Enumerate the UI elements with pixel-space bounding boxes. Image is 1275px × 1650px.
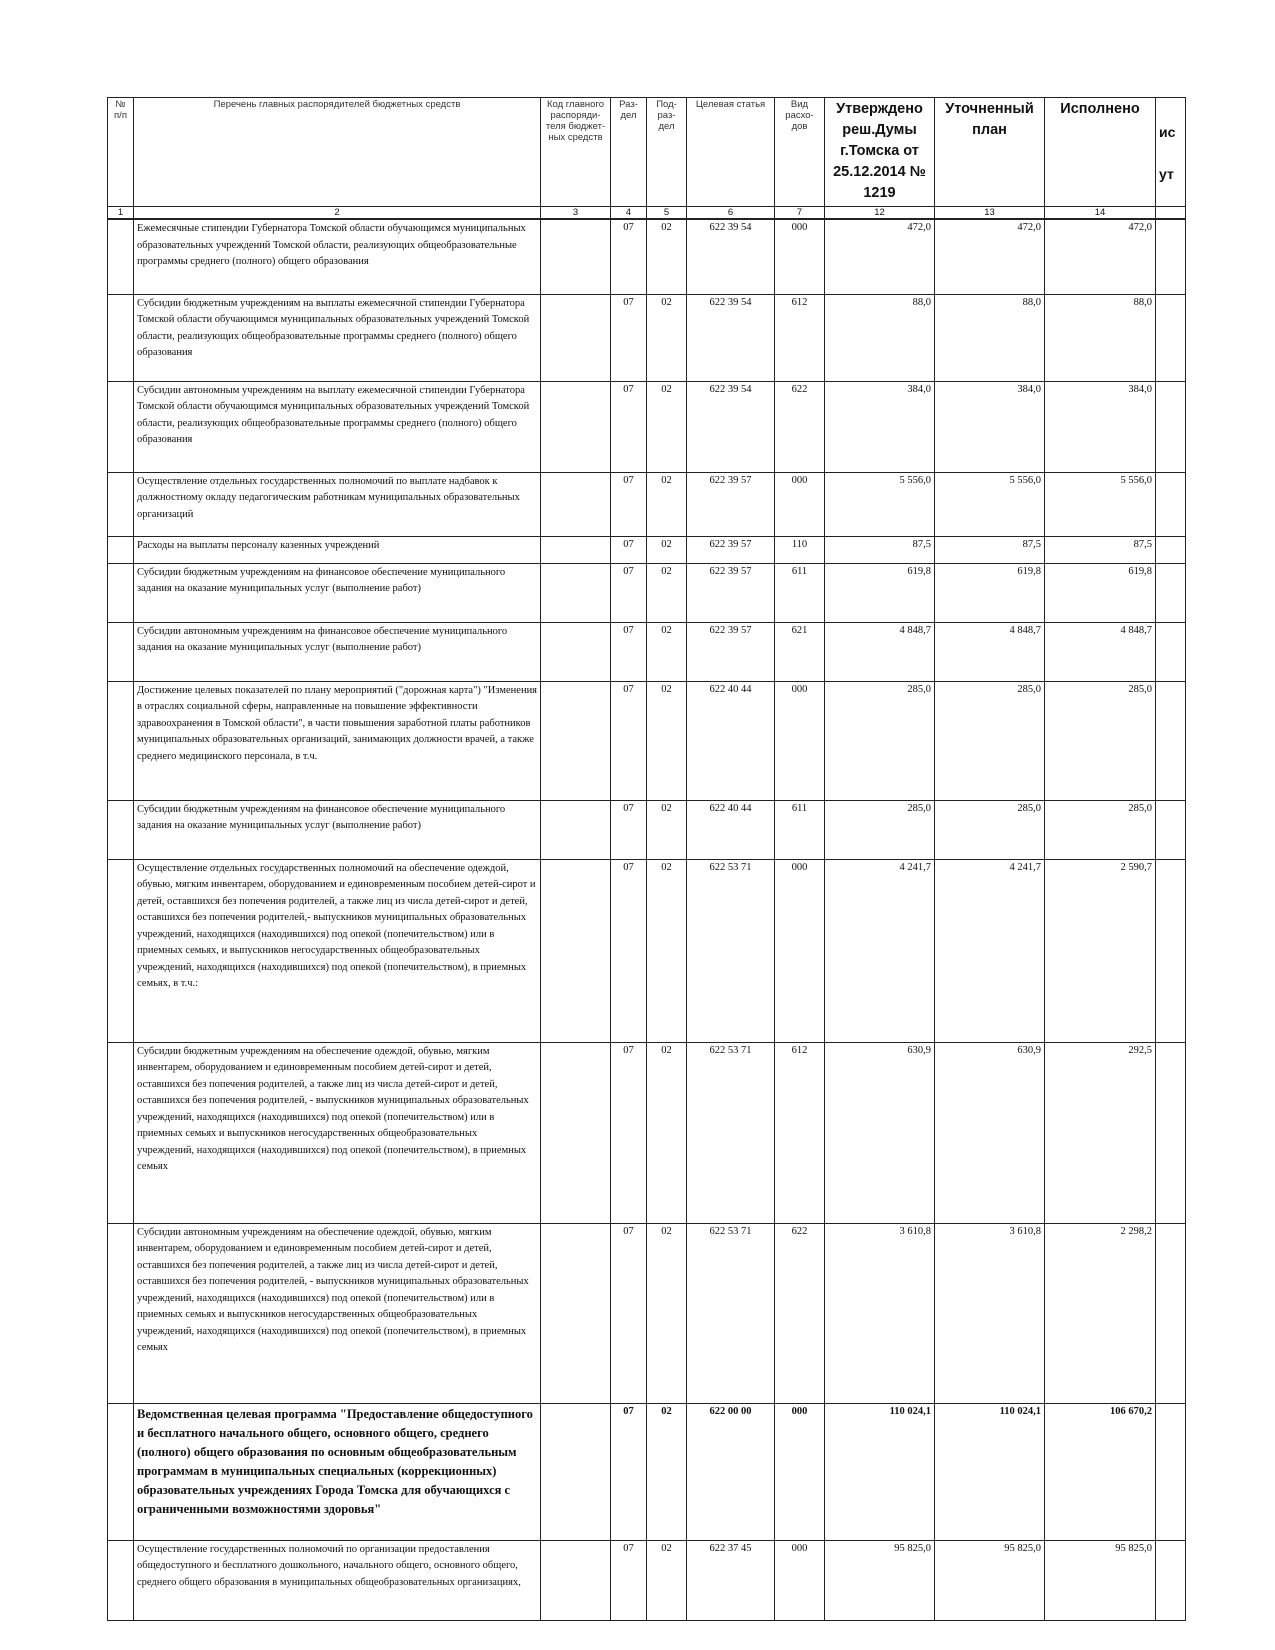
row-target: 622 53 71: [687, 859, 775, 1042]
row-cut-cell: [1156, 1042, 1186, 1223]
row-num-cell: [108, 622, 134, 681]
row-approved: 95 825,0: [825, 1540, 935, 1620]
row-target: 622 53 71: [687, 1042, 775, 1223]
row-executed: 292,5: [1045, 1042, 1156, 1223]
table-row: [108, 681, 1186, 800]
row-approved: 4 241,7: [825, 859, 935, 1042]
row-code-cell: [541, 1540, 611, 1620]
row-podrazdel: 02: [647, 536, 687, 563]
row-num-cell: [108, 681, 134, 800]
header-cut: [1156, 98, 1186, 207]
colnum-cell: 2: [134, 207, 541, 220]
row-refined: 95 825,0: [935, 1540, 1045, 1620]
row-executed: 5 556,0: [1045, 472, 1156, 536]
row-razdel: 07: [611, 1540, 647, 1620]
row-razdel: 07: [611, 859, 647, 1042]
budget-sheet: [107, 97, 1186, 1621]
row-target: 622 39 54: [687, 219, 775, 294]
row-target: 622 39 57: [687, 472, 775, 536]
row-cut-cell: [1156, 563, 1186, 622]
row-num-cell: [108, 859, 134, 1042]
row-desc: Субсидии автономным учреждениям на обеспечение одеждой, обувью, мягким инвентарем, оборудованием и единовременным пособием детей-сирот и детей, оставшихся без попечения родителей, а также лиц из числа детей-сирот и детей, оставшихся без попечения родителей, - выпускников муниципальных образовательных учреждений, находящихся (находившихся) под опекой (попечительством) или в приемных семьях и выпускников негосударственных общеобразовательных учреждений, находящихся (находившихся) под опекой (попечительством), в приемных семьях: [134, 1223, 541, 1403]
row-executed: 88,0: [1045, 294, 1156, 381]
row-refined: 110 024,1: [935, 1403, 1045, 1540]
row-desc: Осуществление государственных полномочий по организации предоставления общедоступного и бесплатного дошкольного, начального общего, основного общего, среднего общего образования в муниципальных общеобразовательных организациях,: [134, 1540, 541, 1620]
row-refined: 87,5: [935, 536, 1045, 563]
row-podrazdel: 02: [647, 563, 687, 622]
row-executed: 106 670,2: [1045, 1403, 1156, 1540]
row-cut-cell: [1156, 472, 1186, 536]
row-vid: 110: [775, 536, 825, 563]
header-code: Код главного распоряди-теля бюджет-ных средств: [541, 98, 611, 207]
row-approved: 110 024,1: [825, 1403, 935, 1540]
row-vid: 611: [775, 563, 825, 622]
row-refined: 384,0: [935, 381, 1045, 472]
colnum-cell: 1: [108, 207, 134, 220]
row-vid: 612: [775, 1042, 825, 1223]
row-executed: 95 825,0: [1045, 1540, 1156, 1620]
row-podrazdel: 02: [647, 381, 687, 472]
colnum-cell: 4: [611, 207, 647, 220]
row-podrazdel: 02: [647, 681, 687, 800]
row-num-cell: [108, 1042, 134, 1223]
row-refined: 285,0: [935, 800, 1045, 859]
row-num-cell: [108, 800, 134, 859]
row-razdel: 07: [611, 381, 647, 472]
row-refined: 285,0: [935, 681, 1045, 800]
header-refined: Уточненный план: [935, 98, 1045, 207]
header-cut-line1: ис: [1159, 124, 1176, 140]
row-vid: 000: [775, 1540, 825, 1620]
row-executed: 285,0: [1045, 800, 1156, 859]
row-approved: 88,0: [825, 294, 935, 381]
row-razdel: 07: [611, 1042, 647, 1223]
row-executed: 619,8: [1045, 563, 1156, 622]
row-desc: Ведомственная целевая программа "Предоставление общедоступного и бесплатного начального общего, основного общего, среднего (полного) общего образования по основным общеобразовательным программам в муниципальных специальных (коррекционных) образовательных учреждениях Города Томска для обучающихся с ограниченными возможностями здоровья": [134, 1403, 541, 1540]
row-podrazdel: 02: [647, 622, 687, 681]
row-cut-cell: [1156, 536, 1186, 563]
colnum-cell: 3: [541, 207, 611, 220]
row-target: 622 39 57: [687, 622, 775, 681]
row-code-cell: [541, 536, 611, 563]
row-num-cell: [108, 472, 134, 536]
header-executed: Исполнено: [1045, 98, 1156, 207]
row-desc: Достижение целевых показателей по плану мероприятий ("дорожная карта") "Изменения в отраслях социальной сферы, направленные на повышение эффективности здравоохранения в Томской области", в части повышения заработной платы работников муниципальных образовательных организаций, занимающих должности врачей, а также среднего медицинского персонала, в т.ч.: [134, 681, 541, 800]
row-cut-cell: [1156, 294, 1186, 381]
header-approved: Утверждено реш.Думы г.Томска от 25.12.2014 № 1219: [825, 98, 935, 207]
row-target: 622 00 00: [687, 1403, 775, 1540]
row-approved: 4 848,7: [825, 622, 935, 681]
budget-table: [107, 97, 1186, 1621]
row-razdel: 07: [611, 563, 647, 622]
row-razdel: 07: [611, 472, 647, 536]
row-target: 622 53 71: [687, 1223, 775, 1403]
row-podrazdel: 02: [647, 1042, 687, 1223]
colnum-cell-cut: [1156, 207, 1186, 220]
header-row: [108, 98, 1186, 207]
row-cut-cell: [1156, 219, 1186, 294]
row-target: 622 39 57: [687, 536, 775, 563]
row-num-cell: [108, 1403, 134, 1540]
table-row: [108, 536, 1186, 563]
row-executed: 4 848,7: [1045, 622, 1156, 681]
row-approved: 619,8: [825, 563, 935, 622]
row-podrazdel: 02: [647, 800, 687, 859]
row-podrazdel: 02: [647, 294, 687, 381]
row-target: 622 40 44: [687, 681, 775, 800]
row-target: 622 39 54: [687, 381, 775, 472]
table-row: [108, 294, 1186, 381]
row-num-cell: [108, 563, 134, 622]
row-cut-cell: [1156, 1403, 1186, 1540]
row-executed: 285,0: [1045, 681, 1156, 800]
row-target: 622 40 44: [687, 800, 775, 859]
table-row: [108, 1223, 1186, 1403]
header-list: Перечень главных распорядителей бюджетных средств: [134, 98, 541, 207]
row-cut-cell: [1156, 681, 1186, 800]
row-num-cell: [108, 219, 134, 294]
row-desc: Осуществление отдельных государственных полномочий на обеспечение одеждой, обувью, мягким инвентарем, оборудованием и единовременным пособием детей-сирот и детей, оставшихся без попечения родителей, а также лиц из числа детей-сирот и детей, оставшихся без попечения родителей,- выпускников муниципальных образовательных учреждений, находящихся (находившихся) под опекой (попечительством) или в приемных семьях, и выпускников негосударственных общеобразовательных учреждений, находящихся (находившихся) под опекой (попечительством), в приемных семьях, в т.ч.:: [134, 859, 541, 1042]
header-podrazdel: Под-раз-дел: [647, 98, 687, 207]
row-executed: 2 590,7: [1045, 859, 1156, 1042]
row-num-cell: [108, 1223, 134, 1403]
header-vid: Вид расхо-дов: [775, 98, 825, 207]
row-razdel: 07: [611, 219, 647, 294]
row-code-cell: [541, 294, 611, 381]
row-refined: 88,0: [935, 294, 1045, 381]
row-razdel: 07: [611, 536, 647, 563]
row-cut-cell: [1156, 622, 1186, 681]
row-vid: 000: [775, 219, 825, 294]
row-desc: Субсидии бюджетным учреждениям на финансовое обеспечение муниципального задания на оказание муниципальных услуг (выполнение работ): [134, 800, 541, 859]
row-code-cell: [541, 681, 611, 800]
row-desc: Осуществление отдельных государственных полномочий по выплате надбавок к должностному окладу педагогическим работникам муниципальных образовательных организаций: [134, 472, 541, 536]
row-code-cell: [541, 1042, 611, 1223]
row-podrazdel: 02: [647, 219, 687, 294]
row-vid: 621: [775, 622, 825, 681]
row-desc: Расходы на выплаты персоналу казенных учреждений: [134, 536, 541, 563]
row-code-cell: [541, 1223, 611, 1403]
colnum-cell: 14: [1045, 207, 1156, 220]
colnum-cell: 13: [935, 207, 1045, 220]
row-podrazdel: 02: [647, 1223, 687, 1403]
row-razdel: 07: [611, 681, 647, 800]
row-podrazdel: 02: [647, 859, 687, 1042]
row-desc: Субсидии бюджетным учреждениям на финансовое обеспечение муниципального задания на оказание муниципальных услуг (выполнение работ): [134, 563, 541, 622]
row-razdel: 07: [611, 294, 647, 381]
row-refined: 4 848,7: [935, 622, 1045, 681]
row-vid: 000: [775, 1403, 825, 1540]
row-code-cell: [541, 622, 611, 681]
row-refined: 630,9: [935, 1042, 1045, 1223]
row-refined: 472,0: [935, 219, 1045, 294]
row-code-cell: [541, 472, 611, 536]
row-approved: 285,0: [825, 800, 935, 859]
row-desc: Субсидии бюджетным учреждениям на обеспечение одеждой, обувью, мягким инвентарем, оборудованием и единовременным пособием детей-сирот и детей, оставшихся без попечения родителей, а также лиц из числа детей-сирот и детей, оставшихся без попечения родителей, - выпускников муниципальных образовательных учреждений, находящихся (находившихся) под опекой (попечительством) или в приемных семьях и выпускников негосударственных общеобразовательных учреждений, находящихся (находившихся) под опекой (попечительством), в приемных семьях: [134, 1042, 541, 1223]
colnum-cell: 5: [647, 207, 687, 220]
colnum-cell: 12: [825, 207, 935, 220]
row-refined: 619,8: [935, 563, 1045, 622]
table-row: [108, 800, 1186, 859]
row-code-cell: [541, 800, 611, 859]
table-row: [108, 859, 1186, 1042]
header-target: Целевая статья: [687, 98, 775, 207]
row-podrazdel: 02: [647, 1540, 687, 1620]
row-refined: 4 241,7: [935, 859, 1045, 1042]
row-approved: 285,0: [825, 681, 935, 800]
table-row: [108, 563, 1186, 622]
header-razdel: Раз-дел: [611, 98, 647, 207]
row-approved: 630,9: [825, 1042, 935, 1223]
row-vid: 612: [775, 294, 825, 381]
colnum-cell: 6: [687, 207, 775, 220]
column-numbers-row: [108, 207, 1186, 220]
table-row: [108, 1042, 1186, 1223]
table-row: [108, 381, 1186, 472]
row-vid: 611: [775, 800, 825, 859]
row-razdel: 07: [611, 1403, 647, 1540]
row-vid: 622: [775, 381, 825, 472]
row-target: 622 39 54: [687, 294, 775, 381]
row-executed: 2 298,2: [1045, 1223, 1156, 1403]
row-refined: 5 556,0: [935, 472, 1045, 536]
row-approved: 5 556,0: [825, 472, 935, 536]
table-row: [108, 219, 1186, 294]
row-desc: Ежемесячные стипендии Губернатора Томской области обучающимся муниципальных образовательных учреждений Томской области, реализующих общеобразовательные программы среднего (полного) общего образования: [134, 219, 541, 294]
row-vid: 000: [775, 859, 825, 1042]
row-cut-cell: [1156, 1223, 1186, 1403]
row-desc: Субсидии автономным учреждениям на выплату ежемесячной стипендии Губернатора Томской области обучающимся муниципальных образовательных учреждений Томской области, реализующих общеобразовательные программы среднего (полного) общего образования: [134, 381, 541, 472]
row-desc: Субсидии автономным учреждениям на финансовое обеспечение муниципального задания на оказание муниципальных услуг (выполнение работ): [134, 622, 541, 681]
row-executed: 472,0: [1045, 219, 1156, 294]
row-num-cell: [108, 381, 134, 472]
row-approved: 87,5: [825, 536, 935, 563]
table-row: [108, 1540, 1186, 1620]
row-approved: 384,0: [825, 381, 935, 472]
row-razdel: 07: [611, 800, 647, 859]
row-cut-cell: [1156, 859, 1186, 1042]
row-vid: 000: [775, 681, 825, 800]
colnum-cell: 7: [775, 207, 825, 220]
row-cut-cell: [1156, 381, 1186, 472]
row-num-cell: [108, 536, 134, 563]
row-target: 622 37 45: [687, 1540, 775, 1620]
row-podrazdel: 02: [647, 1403, 687, 1540]
row-vid: 000: [775, 472, 825, 536]
row-vid: 622: [775, 1223, 825, 1403]
row-refined: 3 610,8: [935, 1223, 1045, 1403]
table-row: [108, 622, 1186, 681]
header-num: № п/п: [108, 98, 134, 207]
row-num-cell: [108, 294, 134, 381]
table-row-program: [108, 1403, 1186, 1540]
row-desc: Субсидии бюджетным учреждениям на выплаты ежемесячной стипендии Губернатора Томской области обучающимся муниципальных образовательных учреждений Томской области, реализующих общеобразовательные программы среднего (полного) общего образования: [134, 294, 541, 381]
row-target: 622 39 57: [687, 563, 775, 622]
row-num-cell: [108, 1540, 134, 1620]
row-razdel: 07: [611, 622, 647, 681]
row-razdel: 07: [611, 1223, 647, 1403]
row-executed: 87,5: [1045, 536, 1156, 563]
row-executed: 384,0: [1045, 381, 1156, 472]
row-code-cell: [541, 1403, 611, 1540]
row-code-cell: [541, 219, 611, 294]
table-row: [108, 472, 1186, 536]
row-code-cell: [541, 859, 611, 1042]
row-approved: 472,0: [825, 219, 935, 294]
row-cut-cell: [1156, 1540, 1186, 1620]
row-code-cell: [541, 381, 611, 472]
row-code-cell: [541, 563, 611, 622]
header-cut-line2: ут: [1159, 166, 1174, 182]
row-approved: 3 610,8: [825, 1223, 935, 1403]
row-cut-cell: [1156, 800, 1186, 859]
row-podrazdel: 02: [647, 472, 687, 536]
